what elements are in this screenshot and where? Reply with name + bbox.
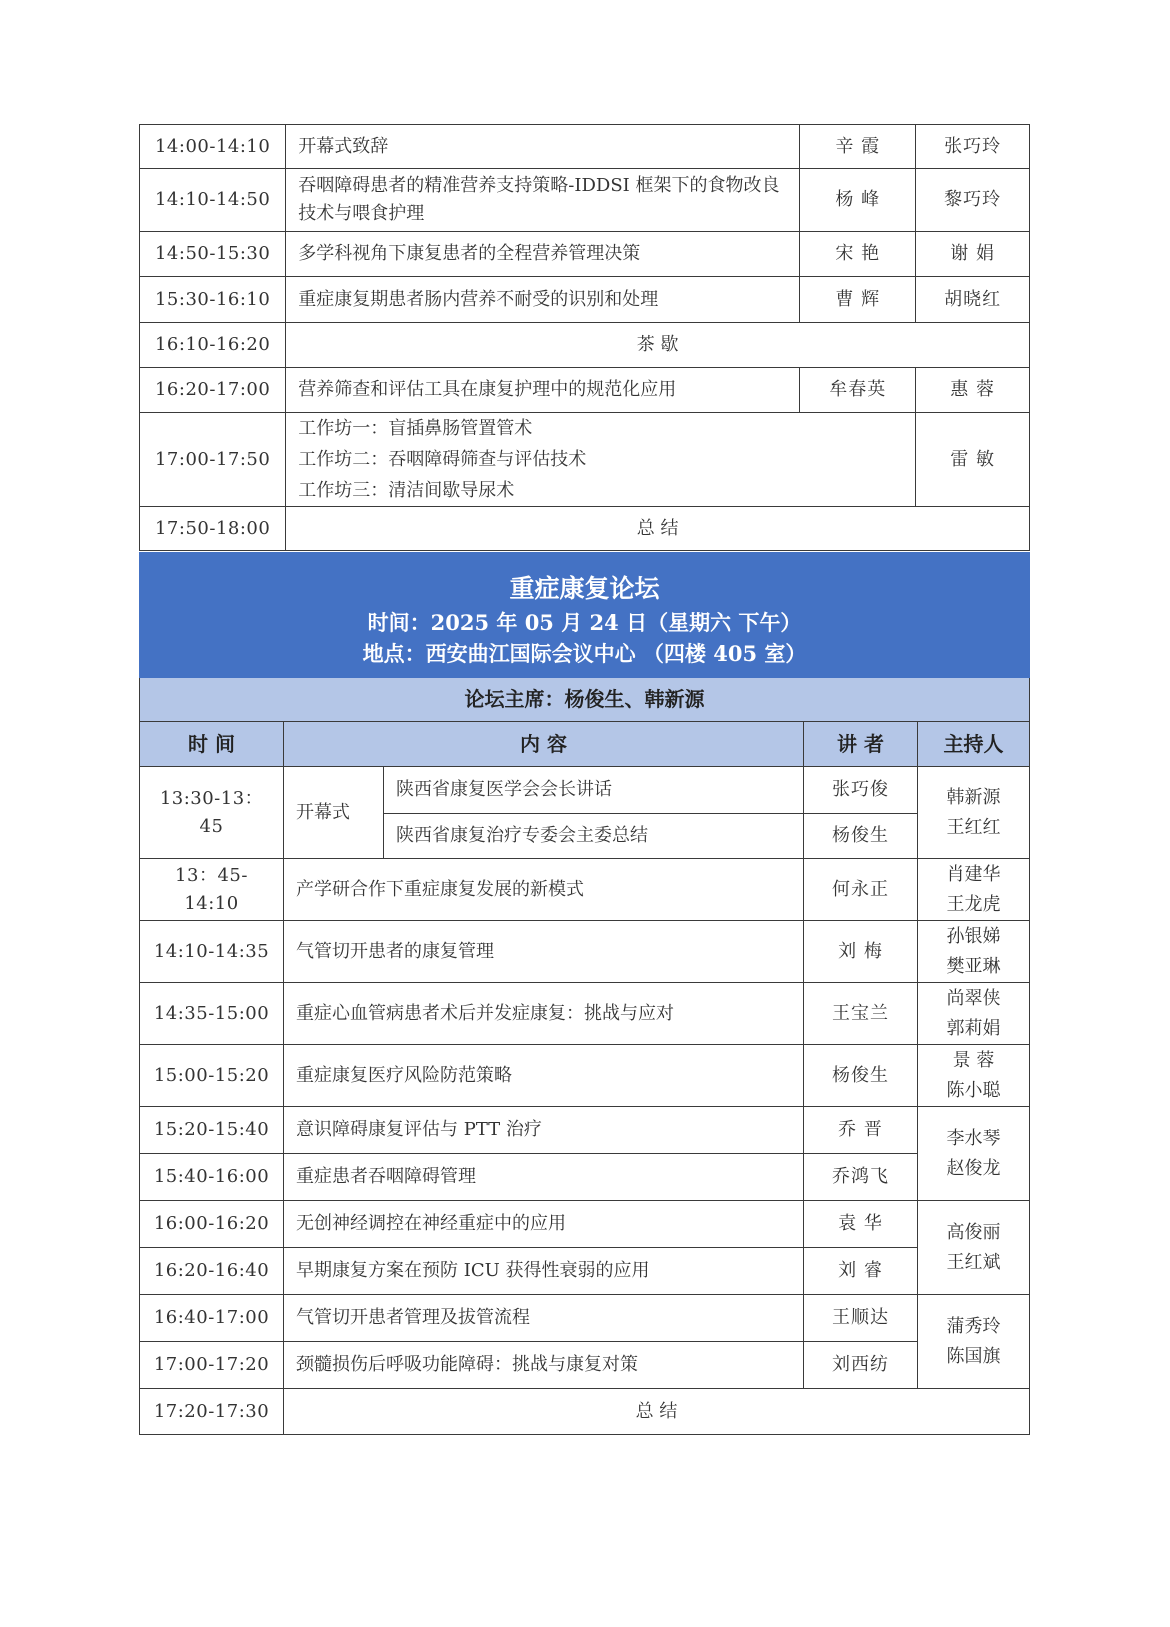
table-row-summary	[140, 507, 1030, 551]
host-cell	[918, 1295, 1030, 1389]
forum-place: 地点：西安曲江国际会议中心 （四楼 405 室）	[362, 641, 807, 666]
speaker-cell: 杨俊生	[804, 1045, 918, 1107]
table-row	[140, 983, 1030, 1045]
host-name: 王龙虎	[946, 893, 1001, 915]
host-name: 王红红	[946, 816, 1001, 838]
host-name: 樊亚琳	[946, 955, 1001, 977]
speaker-cell: 杨 峰	[800, 169, 916, 232]
host-cell: 惠 蓉	[916, 368, 1030, 413]
schedule-table-forum	[139, 552, 1030, 1435]
header-host: 主持人	[918, 722, 1030, 767]
host-name: 陈国旗	[946, 1345, 1001, 1367]
content-cell: 早期康复方案在预防 ICU 获得性衰弱的应用	[284, 1248, 804, 1295]
content-cell: 重症康复医疗风险防范策略	[284, 1045, 804, 1107]
speaker-cell: 牟春英	[800, 368, 916, 413]
host-name: 李水琴	[946, 1127, 1001, 1149]
header-time: 时 间	[140, 722, 284, 767]
table-row	[140, 1295, 1030, 1342]
time-cell: 16:20-16:40	[140, 1248, 284, 1295]
host-cell	[918, 1045, 1030, 1107]
forum-title: 重症康复论坛	[509, 574, 660, 603]
table-row	[140, 1248, 1030, 1295]
host-name: 景 蓉	[952, 1049, 995, 1071]
host-cell: 黎巧玲	[916, 169, 1030, 232]
host-name: 高俊丽	[946, 1221, 1001, 1243]
speaker-cell: 王顺达	[804, 1295, 918, 1342]
speaker-cell: 王宝兰	[804, 983, 918, 1045]
time-cell: 14:50-15:30	[140, 232, 286, 277]
workshop-item: 工作坊三：清洁间歇导尿术	[298, 480, 515, 501]
table-row	[140, 1154, 1030, 1201]
workshop-item: 工作坊一：盲插鼻肠管置管术	[298, 418, 533, 439]
table-row-summary	[140, 1389, 1030, 1435]
time-cell: 16:40-17:00	[140, 1295, 284, 1342]
forum-time: 时间：2025 年 05 月 24 日（星期六 下午）	[367, 610, 802, 635]
host-name: 尚翠侠	[946, 987, 1001, 1009]
column-header-row	[140, 722, 1030, 767]
time-cell: 13:30-13：45	[140, 767, 284, 859]
time-cell: 14:35-15:00	[140, 983, 284, 1045]
host-cell	[918, 1107, 1030, 1201]
speaker-cell: 杨俊生	[804, 814, 918, 859]
table-row	[140, 859, 1030, 921]
time-cell: 17:00-17:50	[140, 413, 286, 507]
forum-chair-row	[140, 678, 1030, 722]
speaker-cell: 曹 辉	[800, 277, 916, 323]
content-cell: 重症康复期患者肠内营养不耐受的识别和处理	[286, 277, 800, 323]
table-row	[140, 767, 1030, 814]
tea-break-cell: 茶 歇	[286, 323, 1030, 368]
forum-banner-cell	[140, 553, 1030, 678]
speaker-cell: 袁 华	[804, 1201, 918, 1248]
time-cell: 14:10-14:50	[140, 169, 286, 232]
content-cell: 重症心血管病患者术后并发症康复：挑战与应对	[284, 983, 804, 1045]
content-cell: 无创神经调控在神经重症中的应用	[284, 1201, 804, 1248]
content-cell: 开幕式致辞	[286, 125, 800, 169]
host-name: 郭莉娟	[946, 1017, 1001, 1039]
content-cell: 产学研合作下重症康复发展的新模式	[284, 859, 804, 921]
table-row-workshops	[140, 413, 1030, 507]
speaker-cell: 张巧俊	[804, 767, 918, 814]
speaker-cell: 乔鸿飞	[804, 1154, 918, 1201]
time-cell: 14:10-14:35	[140, 921, 284, 983]
time-cell: 15:30-16:10	[140, 277, 286, 323]
speaker-cell: 刘 睿	[804, 1248, 918, 1295]
host-cell: 谢 娟	[916, 232, 1030, 277]
host-cell	[918, 921, 1030, 983]
content-cell: 营养筛查和评估工具在康复护理中的规范化应用	[286, 368, 800, 413]
content-cell: 颈髓损伤后呼吸功能障碍：挑战与康复对策	[284, 1342, 804, 1389]
host-cell	[918, 859, 1030, 921]
time-cell: 17:00-17:20	[140, 1342, 284, 1389]
time-cell: 15:40-16:00	[140, 1154, 284, 1201]
table-row	[140, 368, 1030, 413]
content-cell: 多学科视角下康复患者的全程营养管理决策	[286, 232, 800, 277]
host-cell	[918, 767, 1030, 859]
time-cell: 16:20-17:00	[140, 368, 286, 413]
summary-cell: 总 结	[284, 1389, 1030, 1435]
time-cell: 17:20-17:30	[140, 1389, 284, 1435]
content-cell: 陕西省康复治疗专委会主委总结	[384, 814, 804, 859]
forum-banner	[140, 553, 1030, 678]
speaker-cell: 何永正	[804, 859, 918, 921]
table-row-break	[140, 323, 1030, 368]
content-cell: 意识障碍康复评估与 PTT 治疗	[284, 1107, 804, 1154]
speaker-cell: 辛 霞	[800, 125, 916, 169]
time-cell: 15:20-15:40	[140, 1107, 284, 1154]
table-row	[140, 232, 1030, 277]
host-name: 赵俊龙	[946, 1157, 1001, 1179]
time-cell: 16:10-16:20	[140, 323, 286, 368]
table-row	[140, 169, 1030, 232]
host-cell	[918, 1201, 1030, 1295]
content-cell: 气管切开患者的康复管理	[284, 921, 804, 983]
summary-cell: 总 结	[286, 507, 1030, 551]
workshops-cell	[286, 413, 916, 507]
table-row	[140, 1045, 1030, 1107]
time-cell: 13：45-14:10	[140, 859, 284, 921]
speaker-cell: 乔 晋	[804, 1107, 918, 1154]
content-cell: 吞咽障碍患者的精准营养支持策略-IDDSI 框架下的食物改良技术与喂食护理	[286, 169, 800, 232]
forum-chair: 论坛主席：杨俊生、韩新源	[140, 678, 1030, 722]
table-row	[140, 277, 1030, 323]
host-name: 韩新源	[946, 786, 1001, 808]
time-cell: 14:00-14:10	[140, 125, 286, 169]
host-name: 肖建华	[946, 863, 1001, 885]
table-row	[140, 125, 1030, 169]
host-cell: 张巧玲	[916, 125, 1030, 169]
speaker-cell: 刘 梅	[804, 921, 918, 983]
speaker-cell: 宋 艳	[800, 232, 916, 277]
header-content: 内 容	[284, 722, 804, 767]
table-row	[140, 1107, 1030, 1154]
table-row	[140, 921, 1030, 983]
content-cell: 气管切开患者管理及拔管流程	[284, 1295, 804, 1342]
host-name: 孙银娣	[946, 925, 1001, 947]
host-name: 王红斌	[946, 1251, 1001, 1273]
opening-label: 开幕式	[284, 767, 384, 859]
table-row	[140, 1342, 1030, 1389]
header-speaker: 讲 者	[804, 722, 918, 767]
speaker-cell: 刘西纺	[804, 1342, 918, 1389]
content-cell: 陕西省康复医学会会长讲话	[384, 767, 804, 814]
time-cell: 15:00-15:20	[140, 1045, 284, 1107]
workshop-item: 工作坊二：吞咽障碍筛查与评估技术	[298, 449, 587, 470]
host-cell: 雷 敏	[916, 413, 1030, 507]
content-cell: 重症患者吞咽障碍管理	[284, 1154, 804, 1201]
time-cell: 17:50-18:00	[140, 507, 286, 551]
host-cell: 胡晓红	[916, 277, 1030, 323]
host-cell	[918, 983, 1030, 1045]
table-row	[140, 1201, 1030, 1248]
host-name: 蒲秀玲	[946, 1315, 1001, 1337]
schedule-table-nutrition	[139, 124, 1030, 551]
host-name: 陈小聪	[946, 1079, 1001, 1101]
time-cell: 16:00-16:20	[140, 1201, 284, 1248]
